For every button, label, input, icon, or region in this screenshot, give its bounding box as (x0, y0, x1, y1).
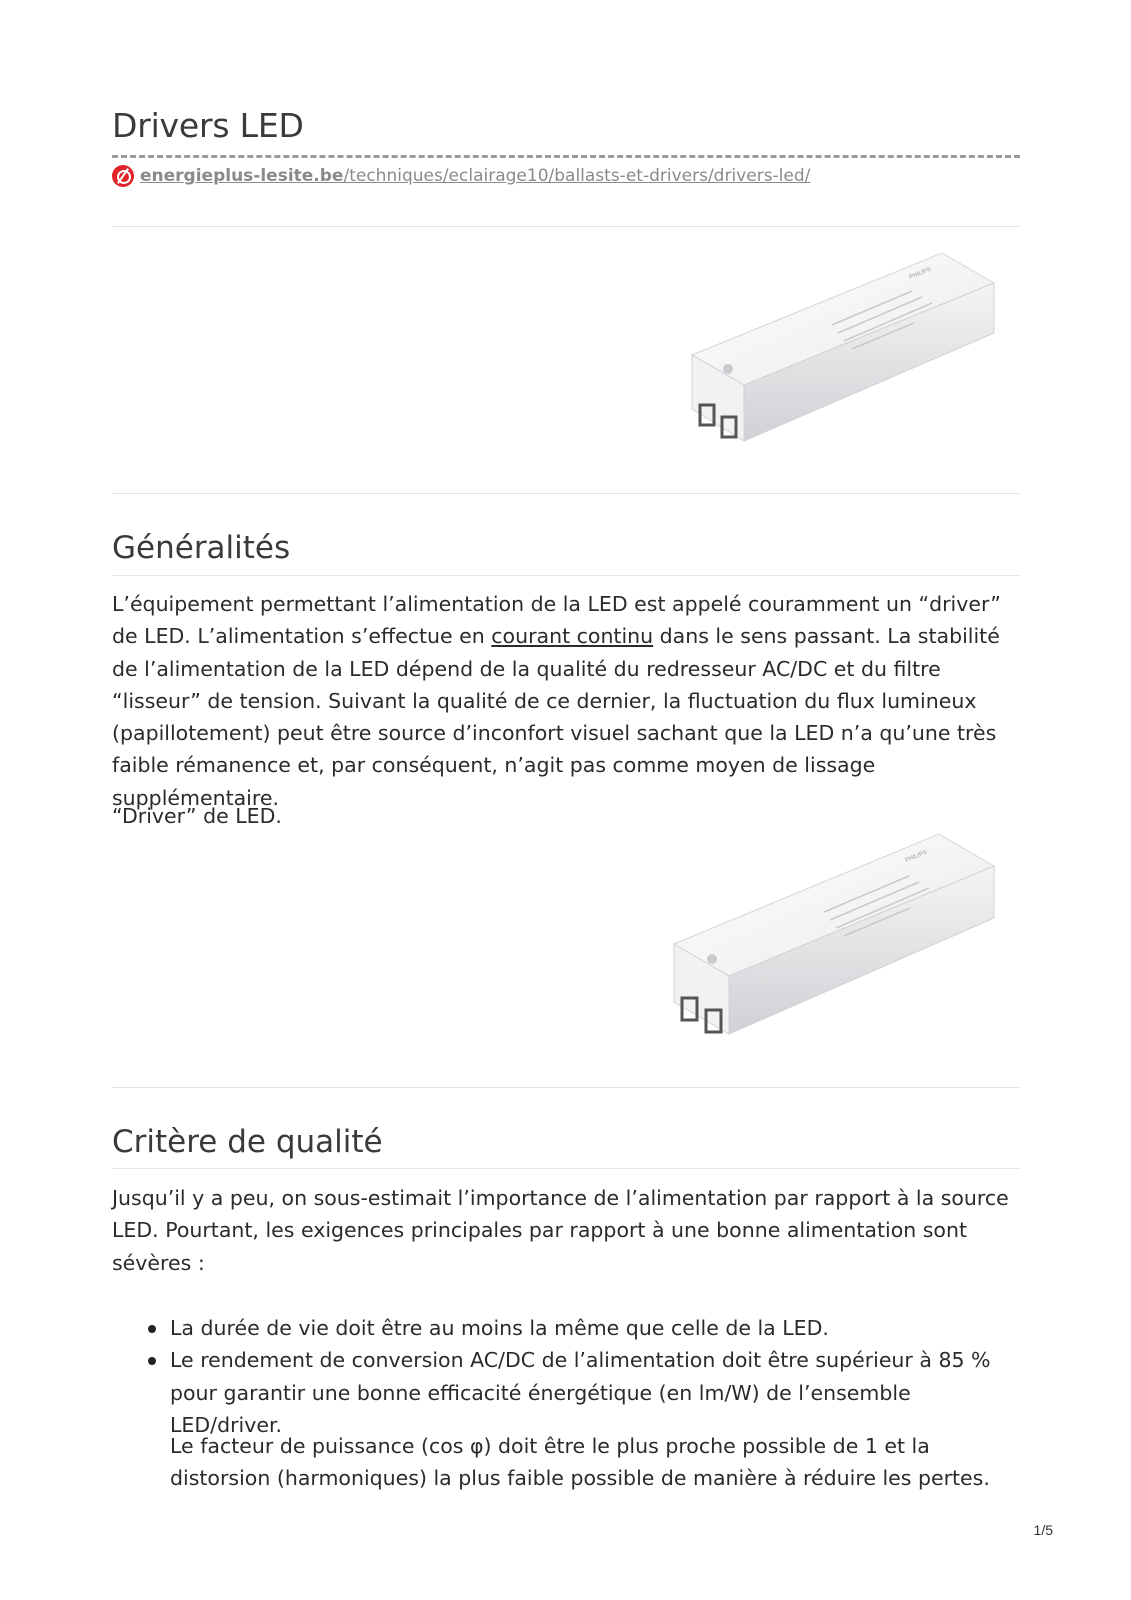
section-heading-generalites: Généralités (112, 530, 291, 566)
power-factor-paragraph: Le facteur de puissance (cos φ) doit être le plus proche possible de 1 et la distorsion (harmoniques) la plus faible possible de manière à réduire les pertes. (170, 1434, 990, 1491)
courant-continu-link[interactable]: courant continu (491, 624, 654, 649)
source-path: /techniques/eclairage10/ballasts-et-drivers/drivers-led/ (343, 166, 811, 186)
section-heading-critere: Critère de qualité (112, 1124, 383, 1160)
divider (112, 226, 1020, 227)
site-logo-icon (112, 165, 134, 187)
divider (112, 493, 1020, 494)
heading-underline (112, 575, 1020, 576)
image-caption: “Driver” de LED. (112, 804, 282, 828)
heading-underline (112, 1168, 1020, 1169)
led-driver-image (664, 826, 1004, 1071)
critere-paragraph: Jusqu’il y a peu, on sous-estimait l’importance de l’alimentation par rapport à la source LED. Pourtant, les exigences principales par rapport à une bonne alimentation sont sévères : (112, 1186, 1009, 1275)
source-url[interactable] (140, 166, 810, 186)
brand-label: PHILIPS (908, 266, 933, 281)
page-title: Drivers LED (112, 106, 304, 145)
title-underline (112, 155, 1020, 158)
divider (112, 1087, 1020, 1088)
generalites-paragraph: L’équipement permettant l’alimentation de la LED est appelé couramment un “driver” de LED. L’alimentation s’effectue en courant continu dans le sens passant. La stabilité de l’alimentation de la LED dépend de la qualité du redresseur AC/DC et du filtre “lisseur” de tension. Suivant la qualité de ce dernier, la fluctuation du flux lumineux (papillotement) peut être source d’inconfort visuel sachant que la LED n’a qu’une très faible rémanence et, par conséquent, n’agit pas comme moyen de lissage supplémentaire. (112, 592, 1001, 810)
list-item: Le rendement de conversion AC/DC de l’alimentation doit être supérieur à 85 % pour garantir une bonne efficacité énergétique (en lm/W) de l’ensemble LED/driver. (170, 1344, 1020, 1441)
requirements-list (112, 1312, 1020, 1441)
source-domain: energieplus-lesite.be (140, 166, 344, 186)
page-number: 1/5 (1033, 1522, 1053, 1538)
list-item: La durée de vie doit être au moins la même que celle de la LED. (170, 1312, 1020, 1344)
brand-label: PHILIPS (904, 849, 929, 864)
source-link[interactable] (112, 165, 810, 187)
led-driver-image (682, 245, 1002, 475)
